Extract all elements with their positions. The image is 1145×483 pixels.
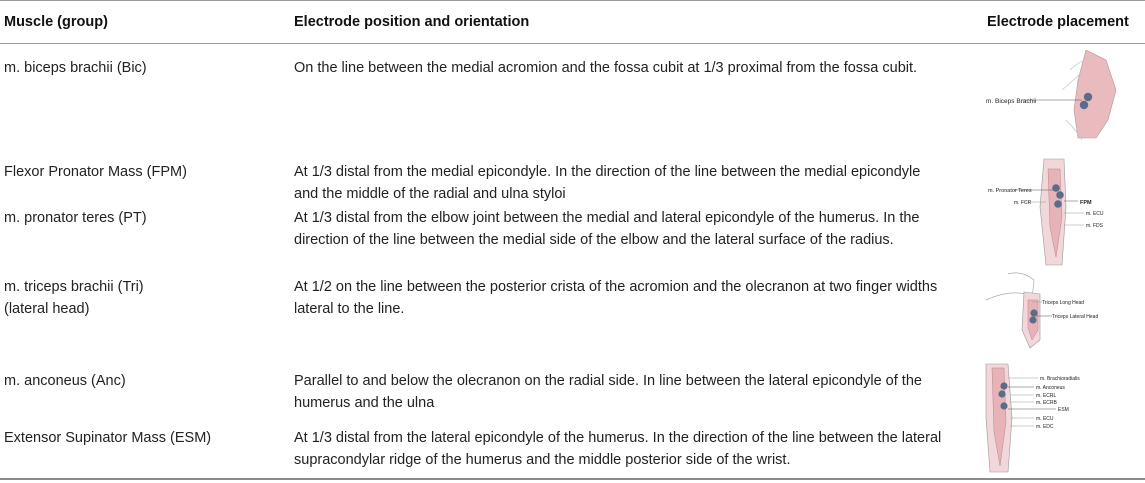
ecrl-label: m. ECRL	[1036, 393, 1057, 399]
esm-label: ESM	[1058, 407, 1069, 413]
row-bic-muscle: m. biceps brachii (Bic)	[4, 60, 147, 76]
forearm-extensor-figure	[978, 362, 1124, 474]
table-bottom-rule	[0, 478, 1145, 480]
biceps-placement-figure	[978, 50, 1124, 140]
triceps-long-head-label: Triceps Long Head	[1042, 300, 1085, 306]
row-fpm-muscle: Flexor Pronator Mass (FPM)	[4, 164, 187, 180]
row-anc-position: Parallel to and below the olecranon on the radial side. In line between the lateral epicondyle of the humerus and the ulna	[294, 373, 922, 411]
fpm-label: FPM	[1080, 200, 1092, 206]
biceps-figure-label: m. Biceps Brachii	[986, 98, 1037, 105]
row-tri-position: At 1/2 on the line between the posterior crista of the acromion and the olecranon at two finger widths lateral to the line.	[294, 279, 938, 317]
row-tri-muscle-line1: m. triceps brachii (Tri)	[4, 279, 144, 295]
triceps-placement-figure	[978, 270, 1124, 350]
row-pt-muscle: m. pronator teres (PT)	[4, 210, 147, 226]
row-esm-muscle: Extensor Supinator Mass (ESM)	[4, 430, 212, 446]
row-tri-muscle	[4, 276, 274, 320]
edc-label: m. EDC	[1036, 424, 1054, 430]
row-pt-position: At 1/3 distal from the elbow joint between the medial and lateral epicondyle of the humerus. In the direction of the line between the medial side of the elbow and the lateral surface of the radius.	[294, 210, 920, 248]
header-muscle-group: Muscle (group)	[4, 14, 108, 30]
header-electrode-placement: Electrode placement	[987, 14, 1129, 30]
header-rule	[0, 43, 1145, 44]
row-fpm-position: At 1/3 distal from the medial epicondyle. In the direction of the line between the medial epicondyle and the middle of the radial and ulna styloi	[294, 164, 921, 202]
triceps-lateral-head-label: Triceps Lateral Head	[1052, 314, 1099, 320]
fds-label: m. FDS	[1086, 223, 1103, 229]
header-electrode-position: Electrode position and orientation	[294, 14, 530, 30]
anconeus-label: m. Anconeus	[1036, 385, 1065, 391]
table-top-rule	[0, 0, 1145, 1]
row-anc-muscle: m. anconeus (Anc)	[4, 373, 126, 389]
fcr-label: m. FCR	[1014, 200, 1032, 206]
ecu-label: m. ECU	[1086, 211, 1104, 217]
pronator-teres-label: m. Pronator Teres	[988, 188, 1032, 194]
brachioradialis-label: m. Brachioradialis	[1040, 376, 1080, 382]
ecu-ext-label: m. ECU	[1036, 416, 1054, 422]
row-tri-muscle-line2: (lateral head)	[4, 301, 90, 317]
forearm-flexor-figure	[978, 157, 1124, 267]
row-esm-position: At 1/3 distal from the lateral epicondyle of the humerus. In the direction of the line between the lateral supracondylar ridge of the humerus and the middle posterior side of the wrist.	[294, 430, 942, 468]
row-bic-position: On the line between the medial acromion and the fossa cubit at 1/3 proximal from the fossa cubit.	[294, 60, 918, 76]
ecrb-label: m. ECRB	[1036, 400, 1057, 406]
